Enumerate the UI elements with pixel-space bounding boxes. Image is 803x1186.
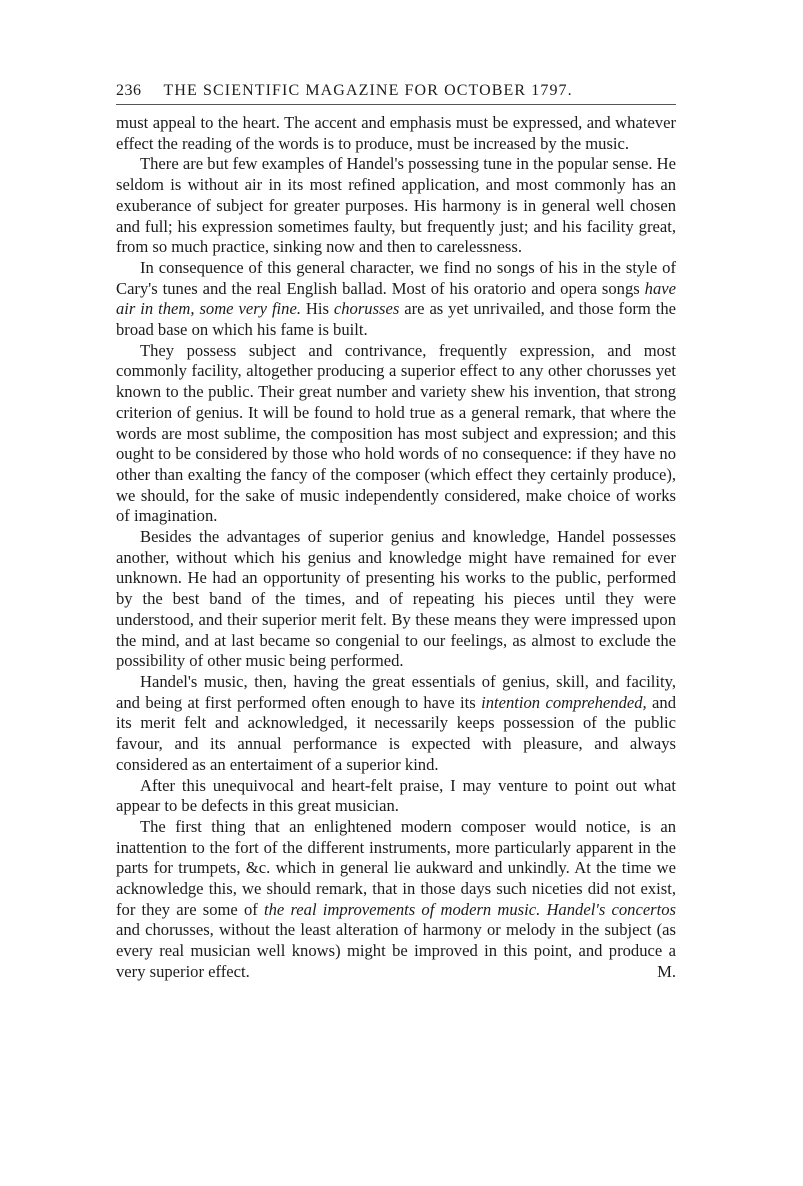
paragraph-4: They possess subject and contrivance, frequently expression, and most commonly facility, altogether producing a superior effect to any other chorusses yet known to the public. Their great number and variety shew his invention, that strong criterion of genius. It will be found to hold true as a general remark, that where the words are most sublime, the composition has most subject and expression; and this ought to be considered by those who hold words of no consequence: if they have no other than exalting the fancy of the composer (which effect they certainly produce), we should, for the sake of music independently considered, make choice of works of imagination. [116, 340, 676, 526]
paragraph-6-italic: intention comprehended, [481, 692, 647, 712]
magazine-title: THE SCIENTIFIC MAGAZINE FOR OCTOBER 1797. [163, 82, 573, 99]
paragraph-3-italic-a: have air in them, some very fine. [116, 278, 676, 319]
paragraph-3-text-a: In consequence of this general character, we find no songs of his in the style of Cary's tunes and the real English ballad. Most of his oratorio and opera songs [116, 257, 676, 298]
page-number: 236 [116, 82, 142, 99]
paragraph-8-text-a: The first thing that an enlightened modern composer would notice, is an inattention to the fort of the different instruments, more particularly apparent in the parts for trumpets, &c. which in general lie aukward and unkindly. At the time we acknowledge this, we should remark, that in those days such niceties did not exist, for they are some of [116, 816, 676, 919]
paragraph-2: There are but few examples of Handel's possessing tune in the popular sense. He seldom is without air in its most refined application, and most commonly has an exuberance of subject for greater purposes. His harmony is in general well chosen and full; his expression sometimes faulty, but frequently just; and his facility great, from so much practice, sinking now and then to carelessness. [116, 154, 676, 257]
paragraph-1: must appeal to the heart. The accent and emphasis must be expressed, and whatever effect the reading of the words is to produce, must be increased by the music. [116, 113, 676, 153]
running-head [116, 82, 676, 105]
author-signature: M. [657, 961, 676, 981]
paragraph-8-text-b: and chorusses, without the least alteration of harmony or melody in the subject (as every real musician well knows) might be improved in this point, and produce a very superior effect. [116, 920, 676, 981]
paragraph-6-text-a: Handel's music, then, having the great essentials of genius, skill, and facility, and being at first performed often enough to have its [116, 671, 676, 712]
paragraph-8-italic: the real improvements of modern music. Handel's concertos [263, 899, 677, 919]
paragraph-6-text-b: and its merit felt and acknowledged, it necessarily keeps possession of the public favour, and its annual performance is expected with pleasure, and always considered as an entertaiment of a superior kind. [116, 692, 677, 774]
paragraph-8 [116, 817, 676, 983]
paragraph-3-text-c: are as yet unrivailed, and those form the broad base on which his fame is built. [116, 299, 677, 340]
paragraph-3-text-b: His [300, 299, 334, 319]
paragraph-6 [116, 672, 676, 776]
paragraph-3 [116, 258, 676, 341]
magazine-page [116, 82, 676, 983]
paragraph-7: After this unequivocal and heart-felt praise, I may venture to point out what appear to be defects in this great musician. [116, 775, 676, 816]
paragraph-3-italic-b: chorusses [333, 299, 400, 319]
paragraph-5: Besides the advantages of superior genius and knowledge, Handel possesses another, without which his genius and knowledge might have remained for ever unknown. He had an opportunity of presenting his works to the public, performed by the best band of the times, and of repeating his pieces until they were understood, and their superior merit felt. By these means they were impressed upon the mind, and at last became so congenial to our feelings, as almost to exclude the possibility of other music being performed. [116, 527, 676, 671]
article-body [116, 113, 676, 983]
